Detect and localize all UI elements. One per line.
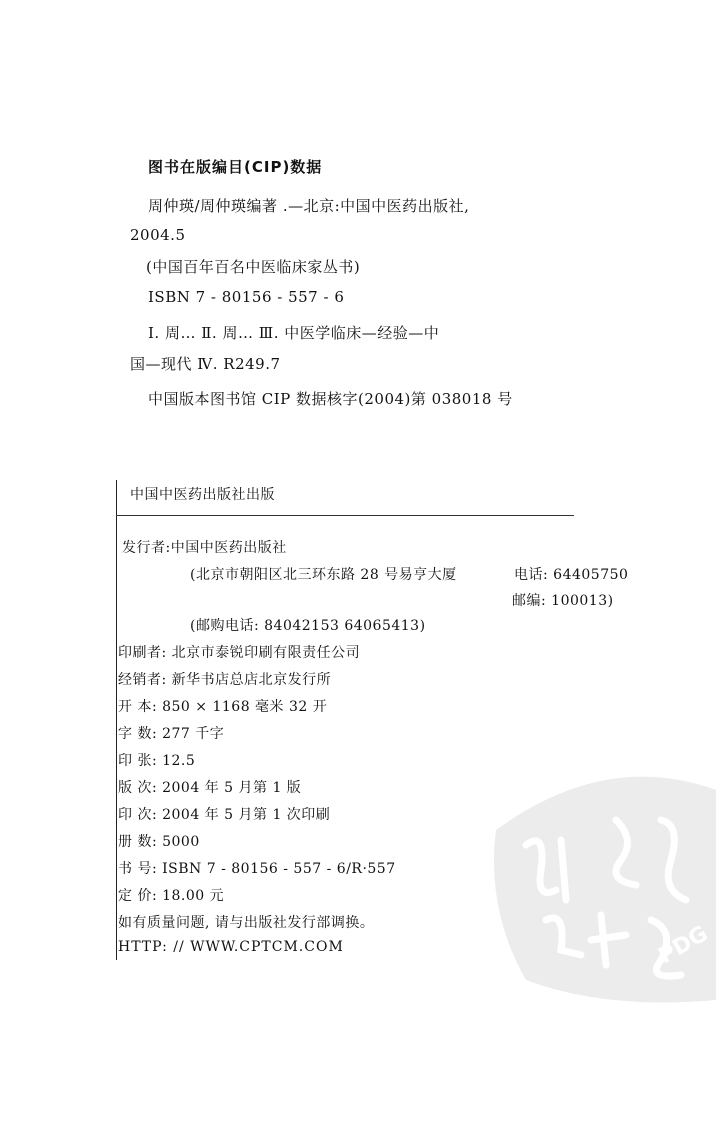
- cip-isbn: ISBN 7 - 80156 - 557 - 6: [148, 288, 345, 306]
- quality-notice: 如有质量问题, 请与出版社发行部调换。: [118, 915, 375, 931]
- seller: 经销者: 新华书店总店北京发行所: [118, 672, 332, 688]
- mail-order-phone: (邮购电话: 84042153 64065413): [190, 618, 426, 634]
- format: 开 本: 850 × 1168 毫米 32 开: [118, 699, 328, 715]
- address: (北京市朝阳区北三环东路 28 号易亨大厦: [190, 567, 457, 583]
- price: 定 价: 18.00 元: [118, 888, 225, 904]
- book-number: 书 号: ISBN 7 - 80156 - 557 - 6/R·557: [118, 861, 396, 877]
- publisher-line: 中国中医药出版社出版: [130, 487, 275, 503]
- cip-classification-1: Ⅰ. 周… Ⅱ. 周… Ⅲ. 中医学临床—经验—中: [148, 324, 440, 342]
- postcode: 邮编: 100013): [512, 593, 614, 609]
- cip-series: (中国百年百名中医临床家丛书): [146, 258, 361, 276]
- pdg-label: PDG: [654, 921, 713, 970]
- cip-author-line: 周仲瑛/周仲瑛编著 .—北京:中国中医药出版社,: [148, 197, 470, 215]
- printed-sheets: 印 张: 12.5: [118, 753, 196, 769]
- distributor: 发行者:中国中医药出版社: [122, 540, 287, 556]
- divider: [116, 515, 574, 516]
- pdg-seal-watermark: [486, 750, 726, 1010]
- edition: 版 次: 2004 年 5 月第 1 版: [118, 780, 302, 796]
- cip-record-number: 中国版本图书馆 CIP 数据核字(2004)第 038018 号: [148, 390, 513, 408]
- printing: 印 次: 2004 年 5 月第 1 次印刷: [118, 807, 331, 823]
- cip-classification-2: 国—现代 Ⅳ. R249.7: [130, 355, 281, 373]
- phone: 电话: 64405750: [514, 567, 629, 583]
- website: HTTP: // WWW.CPTCM.COM: [118, 939, 344, 955]
- cip-heading: 图书在版编目(CIP)数据: [148, 158, 323, 176]
- cip-date: 2004.5: [130, 226, 186, 244]
- copies: 册 数: 5000: [118, 834, 200, 850]
- printer: 印刷者: 北京市泰锐印刷有限责任公司: [118, 645, 361, 661]
- word-count: 字 数: 277 千字: [118, 726, 225, 742]
